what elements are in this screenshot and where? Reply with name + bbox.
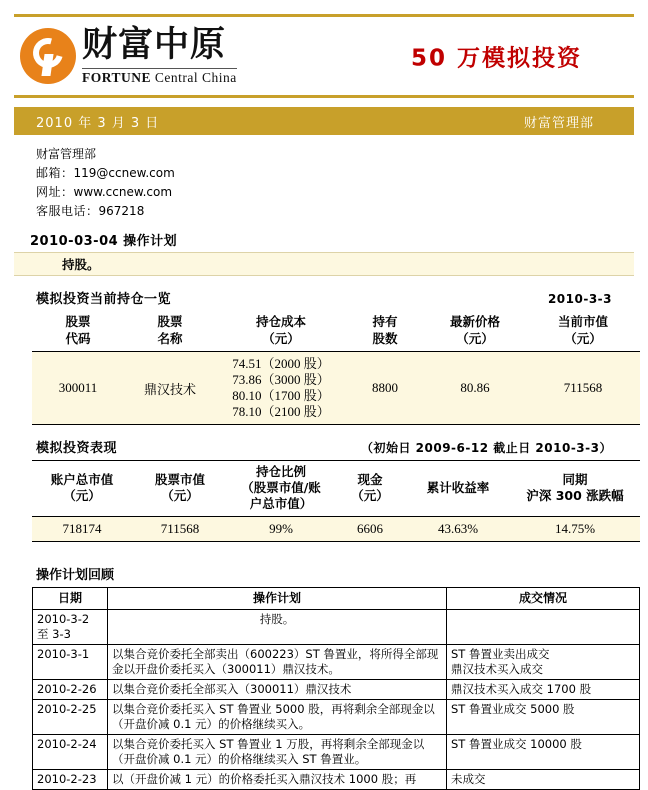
report-page bbox=[0, 14, 648, 786]
holding-value: 711568 bbox=[526, 352, 640, 425]
table-row bbox=[32, 517, 640, 542]
performance-table bbox=[32, 460, 640, 542]
holdings-col-price: 最新价格 （元） bbox=[424, 311, 526, 352]
review-plan: 以（开盘价减 1 元）的价格委托买入鼎汉技术 1000 股；再 bbox=[108, 770, 447, 790]
review-col-plan: 操作计划 bbox=[108, 588, 447, 610]
contact-email-label: 邮箱： bbox=[36, 166, 74, 180]
holding-name: 鼎汉技术 bbox=[124, 352, 216, 425]
contact-site-label: 网址： bbox=[36, 185, 74, 199]
perf-col-ratio: 持仓比例 （股票市值/账 户总市值） bbox=[228, 461, 334, 517]
review-plan: 以集合竞价委托买入 ST 鲁置业 5000 股，再将剩余全部现金以（开盘价减 0.1 元）的价格继续买入。 bbox=[108, 700, 447, 735]
table-row bbox=[33, 610, 640, 645]
holdings-col-value: 当前市值 （元） bbox=[526, 311, 640, 352]
contact-service-value: 967218 bbox=[98, 204, 145, 218]
contact-email-value: 119@ccnew.com bbox=[73, 166, 175, 180]
contact-service-row bbox=[36, 202, 634, 221]
brand-name-en bbox=[82, 68, 237, 85]
review-header-row bbox=[33, 588, 640, 610]
perf-return-value: 43.63% bbox=[406, 517, 510, 542]
table-row bbox=[33, 645, 640, 680]
performance-title: 模拟投资表现 bbox=[36, 441, 118, 456]
contact-dept: 财富管理部 bbox=[36, 147, 97, 161]
perf-col-total: 账户总市值 （元） bbox=[32, 461, 132, 517]
review-date: 2010-2-25 bbox=[33, 700, 108, 735]
fortune-swirl-icon bbox=[20, 28, 76, 84]
review-date: 2010-2-26 bbox=[33, 680, 108, 700]
review-result: 未成交 bbox=[447, 770, 640, 790]
perf-cash-value: 6606 bbox=[334, 517, 406, 542]
review-date: 2010-3-1 bbox=[33, 645, 108, 680]
review-col-result: 成交情况 bbox=[447, 588, 640, 610]
review-result: 鼎汉技术买入成交 1700 股 bbox=[447, 680, 640, 700]
review-date: 2010-3-2 至 3-3 bbox=[33, 610, 108, 645]
brand-name-en-bold: FORTUNE bbox=[82, 69, 152, 85]
holding-code: 300011 bbox=[32, 352, 124, 425]
perf-total-value: 718174 bbox=[32, 517, 132, 542]
holding-shares: 8800 bbox=[346, 352, 424, 425]
review-date: 2010-2-23 bbox=[33, 770, 108, 790]
review-result: ST 鲁置业成交 10000 股 bbox=[447, 735, 640, 770]
page-title: 50 万模拟投资 bbox=[410, 45, 582, 72]
table-row bbox=[33, 680, 640, 700]
table-row bbox=[33, 770, 640, 790]
holdings-col-code: 股票 代码 bbox=[32, 311, 124, 352]
review-result bbox=[447, 610, 640, 645]
brand-name-en-rest: Central China bbox=[151, 69, 237, 85]
perf-col-stock: 股票市值 （元） bbox=[132, 461, 228, 517]
issue-date: 2010 年 3 月 3 日 bbox=[36, 115, 160, 131]
review-plan: 持股。 bbox=[108, 610, 447, 645]
contact-site-row bbox=[36, 183, 634, 202]
performance-section-head bbox=[36, 437, 612, 456]
brand-logo-text bbox=[82, 24, 237, 85]
perf-col-return: 累计收益率 bbox=[406, 461, 510, 517]
issuing-department: 财富管理部 bbox=[523, 115, 594, 131]
table-row bbox=[33, 700, 640, 735]
holdings-as-of: 2010-3-3 bbox=[547, 292, 612, 306]
operation-plan-content: 持股。 bbox=[14, 252, 634, 276]
perf-benchmark-value: 14.75% bbox=[510, 517, 640, 542]
review-col-date: 日期 bbox=[33, 588, 108, 610]
holdings-section-head bbox=[36, 288, 612, 307]
holdings-col-name: 股票 名称 bbox=[124, 311, 216, 352]
operation-plan-title: 2010-03-04 操作计划 bbox=[30, 234, 178, 249]
review-date: 2010-2-24 bbox=[33, 735, 108, 770]
brand-name-cn: 财富中原 bbox=[82, 24, 227, 65]
review-result: ST 鲁置业卖出成交 鼎汉技术买入成交 bbox=[447, 645, 640, 680]
contact-service-label: 客服电话： bbox=[36, 204, 99, 218]
review-result: ST 鲁置业成交 5000 股 bbox=[447, 700, 640, 735]
holdings-col-shares: 持有 股数 bbox=[346, 311, 424, 352]
holdings-table bbox=[32, 311, 640, 425]
review-plan: 以集合竞价委托买入 ST 鲁置业 1 万股，再将剩余全部现金以（开盘价减 0.1 元）的价格继续买入 ST 鲁置业。 bbox=[108, 735, 447, 770]
performance-note: （初始日 2009-6-12 截止日 2010-3-3） bbox=[360, 441, 612, 455]
report-header bbox=[14, 14, 634, 98]
review-plan: 以集合竞价委托全部买入（300011）鼎汉技术 bbox=[108, 680, 447, 700]
review-plan: 以集合竞价委托全部卖出（600223）ST 鲁置业，将所得全部现金以开盘价委托买入（300011）鼎汉技术。 bbox=[108, 645, 447, 680]
perf-col-benchmark: 同期 沪深 300 涨跌幅 bbox=[510, 461, 640, 517]
holding-price: 80.86 bbox=[424, 352, 526, 425]
table-row bbox=[32, 352, 640, 425]
review-table bbox=[32, 587, 640, 790]
brand-logo bbox=[14, 24, 237, 85]
contact-site-value: www.ccnew.com bbox=[73, 185, 173, 199]
date-bar bbox=[14, 107, 634, 135]
contact-email-row bbox=[36, 164, 634, 183]
holding-cost: 74.51（2000 股） 73.86（3000 股） 80.10（1700 股） 78.10（2100 股） bbox=[216, 352, 346, 425]
holdings-col-cost: 持仓成本 （元） bbox=[216, 311, 346, 352]
table-row bbox=[33, 735, 640, 770]
perf-ratio-value: 99% bbox=[228, 517, 334, 542]
holdings-title: 模拟投资当前持仓一览 bbox=[36, 292, 172, 307]
perf-col-cash: 现金 （元） bbox=[334, 461, 406, 517]
review-title: 操作计划回顾 bbox=[36, 568, 115, 583]
contact-block bbox=[36, 145, 634, 221]
perf-stock-value: 711568 bbox=[132, 517, 228, 542]
